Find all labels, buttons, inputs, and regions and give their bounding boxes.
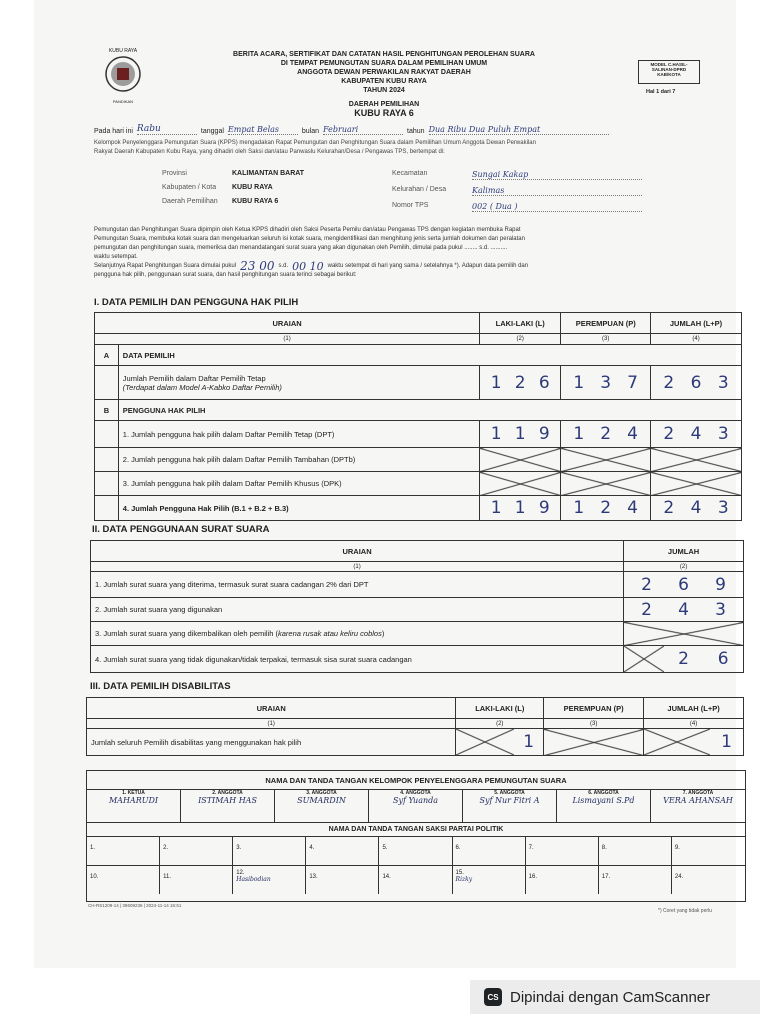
- row-b2: 2. Jumlah pengguna hak pilih dalam Daftar Pemilih Tambahan (DPTb): [118, 448, 479, 472]
- tahun-value: Dua Ribu Dua Puluh Empat: [429, 125, 609, 135]
- handwritten-digit: 1: [490, 498, 502, 518]
- row-b1: 1. Jumlah pengguna hak pilih dalam Daftar Pemilih Tetap (DPT): [118, 421, 479, 448]
- kpps-name-3: SUMARDIN: [297, 796, 346, 805]
- handwritten-digit: 2: [641, 574, 652, 595]
- row-b4: 4. Jumlah Pengguna Hak Pilih (B.1 + B.2 + B.3): [118, 496, 479, 521]
- table-disabilitas: URAIAN LAKI-LAKI (L) PEREMPUAN (P) JUMLAH (L+P) (1) (2) (3) (4) Jumlah seluruh Pemilih disabilitas yang menggunakan hak pilih 1 1: [86, 697, 744, 756]
- dpt-l-digits: [484, 373, 556, 393]
- kpps-name-2: ISTIMAH HAS: [198, 796, 257, 805]
- kpps-name-5: Syf Nur Fitri A: [479, 796, 540, 805]
- kpps-signature-title: NAMA DAN TANDA TANGAN KELOMPOK PENYELENGGARA PEMUNGUTAN SUARA: [265, 776, 567, 785]
- kpps-name-7: VERA AHANSAH: [663, 796, 733, 805]
- tanggal-value: Empat Belas: [228, 125, 298, 135]
- handwritten-digit: 1: [490, 424, 502, 444]
- kabupaten-value: KUBU RAYA: [232, 184, 273, 191]
- table-data-pemilih: URAIAN LAKI-LAKI (L) PEREMPUAN (P) JUMLAH (L+P) (1) (2) (3) (4) A DATA PEMILIH Jumlah Pemilih dalam Daftar Pemilih Tetap (Terdapat dalam Model A-Kabko Daftar Pemilih) 1 2 6 1 3 7 2 6 3 B PENGGUNA HAK PILIH 1. Jumlah pengguna hak pilih dalam Daftar Pemilih Tetap (DPT) 1 1 9 1 2 4 2 4 3 2. Jumlah pengguna hak pilih dalam Daftar Pemilih Tambahan (DPTb) 3. Jumlah pengguna hak pilih dalam Daftar Pemilih Khusus (DPK) 4. Jumlah Pengguna Hak Pilih (B.1 + B.2 + B.3) 1 1 9 1 2 4 2 4 3: [94, 312, 742, 521]
- heading-line-2: DI TEMPAT PEMUNGUTAN SUARA DALAM PEMILIHAN UMUM: [280, 60, 488, 67]
- handwritten-digit: 2: [663, 424, 675, 444]
- document-sheet: KUBU RAYA PANDIKAN BERITA ACARA, SERTIFIKAT DAN CATATAN HASIL PENGHITUNGAN PEROLEHAN SUARA DI TEMPAT PEMUNGUTAN SUARA DALAM PEMILIHAN UMUM ANGGOTA DEWAN PERWAKILAN RAKYAT DAERAH KABUPATEN KUBU RAYA TAHUN 2024 DAERAH PEMILIHAN KUBU RAYA 6 MODEL C.HASIL-SALINAN-DPRD KAB/KOTA Hal 1 dari 7 Pada hari ini Rabu tanggal Empat Belas bulan Februari tahun Dua Ribu Dua Puluh Empat Kelompok Penyelenggara Pemungutan Suara (KPPS) mengadakan Rapat Pemungutan dan Penghitungan Suara dalam Pemilihan Umum Anggota Dewan Perwakilan Rakyat Daerah Kabupaten Kubu Raya, yang dihadiri oleh Saksi dan/atau Panwaslu Kelurahan/Desa / Pengawas TPS, bertempat di: Provinsi KALIMANTAN BARAT Kabupaten / Kota KUBU RAYA Daerah Pemilihan KUBU RAYA 6 Kecamatan Sungai Kakap Kelurahan / Desa Kalimas Nomor TPS 002 ( Dua ) Pemungutan dan Penghitungan Suara dipimpin oleh Ketua KPPS dihadiri oleh Saksi Peserta Pemilu dan/atau Pengawas TPS dengan kegiatan membuka Rapat Pemungutan Suara, membuka kotak suara dan mengeluarkan seluruh isi kotak suara, mengidentifikasi dan menghitung jenis serta jumlah dokumen dan peralatan pemungutan dan penghitungan suara, memeriksa dan menandatangani surat suara yang akan digunakan oleh Pemilih, dimulai pada pukul ........ s.d. .......... waktu setempat. Selanjutnya Rapat Penghitungan Suara dimulai pukul 23 00 s.d. 00 10 waktu setempat di hari yang sama / setelahnya *). Adapun data pemilih dan pengguna hak pilih, penggunaan surat suara, dan hasil penghitungan suara terinci sebagai berikut: I. DATA PEMILIH DAN PENGGUNA HAK PILIH URAIAN LAKI-LAKI (L) PEREMPUAN (P) JUMLAH (L+P) (1) (2) (3) (4) A DATA PEMILIH Jumlah Pemilih dalam Daftar Pemilih Tetap (Terdapat dalam Model A-Kabko Daftar Pemilih) 1 2 6 1 3 7 2 6 3 B PENGGUNA HAK PILIH 1. Jumlah pengguna hak pilih dalam Daftar Pemilih Tetap (DPT) 1 1 9 1 2 4 2 4 3 2. Jumlah pengguna hak pilih dalam Daftar Pemilih Tambahan (DPTb) 3. Jumlah pengguna hak pilih dalam Daftar Pemilih Khusus (DPK) 4. Jumlah Pengguna Hak Pilih (B.1 + B.2 + B.3) 1 1 9 1 2 4 2 4 3 II. DATA PENGGUNAAN SURAT SUARA URAIAN JUMLAH (1) (2) 1. Jumlah surat suara yang diterima, termasuk surat suara cadangan 2% dari DPT 2 6 9 2. Jumlah surat suara yang digunakan 2 4 3 3. Jumlah surat suara yang dikembalikan oleh pemilih (karena rusak atau keliru coblos) 4. Jumlah surat suara yang tidak digunakan/tidak terpakai, termasuk sisa surat suara cadangan 2 6 III. DATA PEMILIH DISABILITAS URAIAN LAKI-LAKI (L) PEREMPUAN (P) JUMLAH (L+P) (1) (2) (3) (4) Jumlah seluruh Pemilih disabilitas yang menggunakan hak pilih 1 1 NAMA DAN TANDA TANGAN KELOMPOK PENYELENGGARA PEMUNGUTAN SUARA 1. KETUA MAHARUDI 2. ANGGOTA ISTIMAH HAS 3. ANGGOTA SUMARDIN 4. ANGGOTA Syf Yuanda 5. ANGGOTA Syf Nur Fitri A 6. ANGGOTA Lismayani S.Pd 7. ANGGOTA VERA AHANSAH NAMA DAN TANDA TANGAN SAKSI PARTAI POLITIK 1. 2. 3. 4. 5. 6. 7. 8. 9. 10. 11. 12. Hasibodian 13. 14. 15. Rizky 16. 17. 24. CH-RS1209-14 | 39609236 | 2024-11-14 16:51 *) Coret yang tidak perlu: [34, 0, 736, 968]
- handwritten-digit: 3: [717, 498, 729, 518]
- saksi-name-12: Hasibodian: [236, 876, 271, 883]
- kpps-name-4: Syf Yuanda: [392, 796, 439, 805]
- camscanner-logo-icon: CS: [484, 988, 502, 1006]
- start-time: 23 00: [240, 259, 275, 273]
- handwritten-digit: 1: [721, 732, 732, 752]
- crossed-cell: [561, 448, 651, 472]
- kelurahan-value: Kalimas: [472, 186, 642, 196]
- procedure-paragraph: Pemungutan dan Penghitungan Suara dipimpin oleh Ketua KPPS dihadiri oleh Saksi Peserta Pemilu dan/atau Pengawas TPS dengan kegiatan membuka Rapat Pemungutan Suara, membuka kotak suara dan mengeluarkan seluruh isi kotak suara, mengidentifikasi dan menghitung jenis serta jumlah dokumen dan peralatan pemungutan dan penghitungan suara, memeriksa dan menandatangani surat suara yang akan digunakan oleh Pemilih, dimulai pada pukul ........ s.d. .......... waktu setempat. Selanjutnya Rapat Penghitungan Suara dimulai pukul 23 00 s.d. 00 10 waktu setempat di hari yang sama / setelahnya *). Adapun data pemilih dan pengguna hak pilih, penggunaan surat suara, dan hasil penghitungan suara terinci sebagai berikut:: [94, 227, 529, 278]
- row-ss-4: 4. Jumlah surat suara yang tidak digunakan/tidak terpakai, termasuk sisa surat suara cadangan: [91, 646, 624, 673]
- kpu-logo: KUBU RAYA PANDIKAN: [100, 48, 146, 104]
- handwritten-digit: 2: [641, 599, 652, 620]
- saksi-row-1: 1. 2. 3. 4. 5. 6. 7. 8. 9.: [87, 836, 745, 865]
- dpt-p-digits: [565, 373, 646, 393]
- dapil-value: KUBU RAYA 6: [232, 198, 279, 205]
- handwritten-digit: 2: [663, 498, 675, 518]
- kpps-signature-row: 1. KETUA MAHARUDI 2. ANGGOTA ISTIMAH HAS 3. ANGGOTA SUMARDIN 4. ANGGOTA Syf Yuanda 5. ANGGOTA Syf Nur Fitri A 6. ANGGOTA Lismayani S.Pd 7. ANGGOTA VERA AHANSAH: [87, 789, 745, 823]
- hari-value: Rabu: [137, 124, 197, 135]
- crossed-cell: [624, 622, 744, 646]
- kpps-name-1: MAHARUDI: [108, 796, 159, 805]
- crossed-cell: [651, 448, 742, 472]
- row-b3: 3. Jumlah pengguna hak pilih dalam Daftar Pemilih Khusus (DPK): [118, 472, 479, 496]
- handwritten-digit: 3: [717, 372, 729, 393]
- row-ss-2: 2. Jumlah surat suara yang digunakan: [91, 598, 624, 622]
- table-surat-suara: URAIAN JUMLAH (1) (2) 1. Jumlah surat suara yang diterima, termasuk surat suara cadangan 2% dari DPT 2 6 9 2. Jumlah surat suara yang digunakan 2 4 3 3. Jumlah surat suara yang dikembalikan oleh pemilih (karena rusak atau keliru coblos) 4. Jumlah surat suara yang tidak digunakan/tidak terpakai, termasuk sisa surat suara cadangan 2 6: [90, 540, 744, 673]
- handwritten-digit: 9: [538, 498, 550, 518]
- handwritten-digit: 3: [715, 599, 726, 620]
- handwritten-digit: 1: [573, 424, 585, 444]
- handwritten-digit: 2: [514, 372, 526, 393]
- handwritten-digit: 4: [690, 498, 702, 518]
- provinsi-value: KALIMANTAN BARAT: [232, 170, 305, 177]
- crossed-cell: [651, 472, 742, 496]
- handwritten-digit: 2: [678, 649, 689, 669]
- handwritten-digit: 9: [538, 424, 550, 444]
- garuda-emblem-icon: [100, 54, 146, 94]
- saksi-signature-title: NAMA DAN TANDA TANGAN SAKSI PARTAI POLITIK: [328, 826, 504, 833]
- document-heading: [174, 50, 594, 118]
- handwritten-digit: 3: [717, 424, 729, 444]
- saksi-name-15: Rizky: [455, 876, 473, 883]
- end-time: 00 10: [292, 260, 324, 273]
- dapil-title: KUBU RAYA 6: [354, 108, 414, 118]
- model-box: MODEL C.HASIL-SALINAN-DPRD KAB/KOTA: [638, 60, 700, 84]
- row-ss-1: 1. Jumlah surat suara yang diterima, termasuk surat suara cadangan 2% dari DPT: [91, 572, 624, 598]
- handwritten-digit: 4: [627, 498, 638, 518]
- handwritten-digit: 6: [690, 372, 702, 393]
- footnote: *) Coret yang tidak perlu: [658, 908, 712, 914]
- handwritten-digit: 7: [627, 372, 638, 393]
- dapil-label: DAERAH PEMILIHAN: [348, 101, 420, 108]
- crossed-cell: [480, 472, 561, 496]
- handwritten-digit: 6: [538, 372, 550, 393]
- handwritten-digit: 2: [600, 498, 612, 518]
- kecamatan-value: Sungai Kakap: [472, 170, 642, 180]
- handwritten-digit: 1: [514, 498, 526, 518]
- handwritten-digit: 2: [600, 424, 612, 444]
- section-3-title: III. DATA PEMILIH DISABILITAS: [90, 681, 231, 692]
- row-disabilitas: Jumlah seluruh Pemilih disabilitas yang menggunakan hak pilih: [87, 729, 456, 756]
- page-number: Hal 1 dari 7: [646, 89, 676, 95]
- handwritten-digit: 4: [678, 599, 689, 620]
- crossed-cell: [624, 646, 664, 672]
- row-ss-3: 3. Jumlah surat suara yang dikembalikan oleh pemilih (karena rusak atau keliru coblos): [91, 622, 624, 646]
- camscanner-watermark: [470, 980, 760, 1014]
- handwritten-digit: 9: [715, 574, 726, 595]
- crossed-cell: [456, 729, 514, 755]
- handwritten-digit: 3: [600, 372, 612, 393]
- camscanner-text: Dipindai dengan CamScanner: [510, 988, 711, 1006]
- intro-text: Kelompok Penyelenggara Pemungutan Suara (KPPS) mengadakan Rapat Pemungutan dan Penghitungan Suara dalam Pemilihan Umum Anggota Dewan Perwakilan Rakyat Daerah Kabupaten Kubu Raya, yang dihadiri oleh Saksi dan/atau Panwaslu Kelurahan/Desa / Pengawas TPS, bertempat di:: [94, 140, 536, 155]
- section-2-title: II. DATA PENGGUNAAN SURAT SUARA: [92, 524, 270, 535]
- tps-value: 002 ( Dua ): [472, 202, 642, 212]
- crossed-cell: [561, 472, 651, 496]
- section-1-title: I. DATA PEMILIH DAN PENGGUNA HAK PILIH: [94, 297, 299, 308]
- intro-date-line: Pada hari ini Rabu tanggal Empat Belas bulan Februari tahun Dua Ribu Dua Puluh Empat: [94, 124, 714, 135]
- document-code: CH-RS1209-14 | 39609236 | 2024-11-14 16:51: [88, 903, 182, 908]
- handwritten-digit: 1: [523, 732, 535, 752]
- heading-line-1: BERITA ACARA, SERTIFIKAT DAN CATATAN HASIL PENGHITUNGAN PEROLEHAN SUARA: [233, 51, 535, 58]
- bulan-value: Februari: [323, 125, 403, 135]
- handwritten-digit: 2: [663, 372, 675, 393]
- handwritten-digit: 6: [717, 649, 729, 669]
- handwritten-digit: 6: [678, 574, 689, 595]
- handwritten-digit: 1: [573, 372, 585, 393]
- row-dpt: Jumlah Pemilih dalam Daftar Pemilih Tetap (Terdapat dalam Model A-Kabko Daftar Pemilih): [118, 366, 479, 400]
- handwritten-digit: 1: [573, 498, 585, 518]
- crossed-cell: [544, 729, 644, 756]
- heading-line-3: ANGGOTA DEWAN PERWAKILAN RAKYAT DAERAH: [297, 69, 471, 76]
- heading-line-5: TAHUN 2024: [363, 87, 405, 94]
- handwritten-digit: 4: [627, 424, 638, 444]
- handwritten-digit: 4: [690, 424, 702, 444]
- kpps-name-6: Lismayani S.Pd: [572, 796, 635, 805]
- handwritten-digit: 1: [514, 424, 526, 444]
- heading-line-4: KABUPATEN KUBU RAYA: [341, 78, 427, 85]
- crossed-cell: [644, 729, 710, 755]
- signature-block: [86, 770, 746, 902]
- handwritten-digit: 1: [490, 372, 502, 393]
- crossed-cell: [480, 448, 561, 472]
- saksi-row-2: 10. 11. 12. Hasibodian 13. 14. 15. Rizky 16. 17. 24.: [87, 865, 745, 894]
- dpt-j-digits: [655, 373, 737, 393]
